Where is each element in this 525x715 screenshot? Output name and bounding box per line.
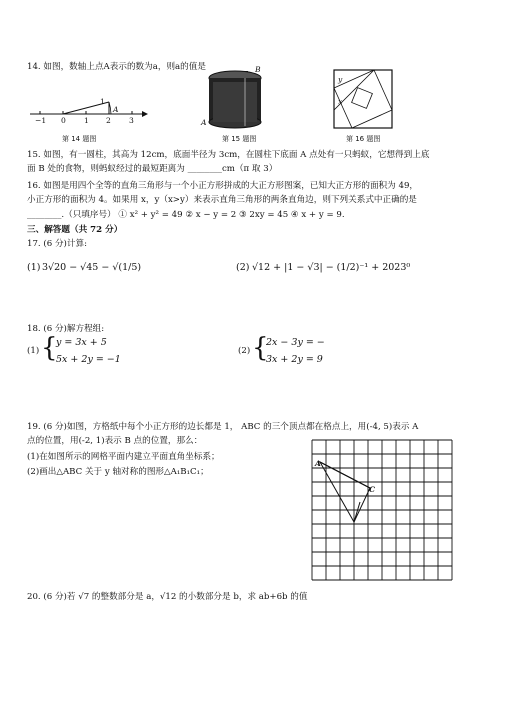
section-3-heading: 三、解答题（共 72 分） [27,225,123,235]
q16-square-figure [334,70,394,130]
q16-label-x: x [338,97,343,106]
q18-part1-brace: { [41,333,58,363]
q19-line2: 点的位置，用(-2, 1)表示 B 点的位置，那么： [27,436,203,446]
q17-part2-expr: √12 + |1 − √3| − (1/2)⁻¹ + 2023⁰ [252,262,411,273]
q16-label-y: y [338,75,343,84]
q14-point-a: A [113,105,119,114]
q18-part2-eq2: 3x + 2y = 9 [266,354,323,365]
q15-label-b: B [255,65,261,74]
q15-cylinder [205,68,265,130]
q17-part1-label: (1) [27,262,41,273]
q19-grid [312,440,462,590]
q15-caption: 第 15 题图 [222,135,257,143]
q18-part1-label: (1) [27,346,40,356]
q14-tick-0: 0 [61,116,66,125]
q18-title: 18. (6 分)解方程组: [27,324,105,334]
q19-point-c: C [369,485,376,494]
q16-line2: 小正方形的面积为 4。如果用 x，y（x>y）来表示直角三角形的两条直角边，则下列关系式中正确的是 [27,195,417,205]
q18-part1-eq1: y = 3x + 5 [56,337,107,348]
q18-part1-eq2: 5x + 2y = −1 [56,354,121,365]
q14-unit-label: 1 [100,97,105,106]
q14-tick-2: 2 [106,116,111,125]
q14-tick-3: 3 [129,116,134,125]
q19-line3: (1)在如图所示的网格平面内建立平面直角坐标系； [27,452,220,462]
q20-text: 20. (6 分)若 √7 的整数部分是 a，√12 的小数部分是 b，求 ab+6b 的值 [27,592,308,602]
q18-part2-eq1: 2x − 3y = − [266,337,325,348]
q19-line1: 19. (6 分)如图，方格纸中每个小正方形的边长都是 1， ABC 的三个顶点都在格点上，用(-4, 5)表示 A [27,422,419,432]
q18-part2-brace: { [252,333,269,363]
q15-label-a: A [201,118,207,127]
q14-text: 14. 如图，数轴上点A表示的数为a，则a的值是 [27,62,206,72]
q16-line3: ________.（只填序号） ① x² + y² = 49 ② x − y = 2 ③ 2xy = 45 ④ x + y = 9. [27,210,345,220]
q17-title: 17. (6 分)计算: [27,239,87,249]
q15-line2: 面 B 处的食物，则蚂蚁经过的最短距离为 ________cm（π 取 3） [27,164,278,174]
q17-part1-expr: 3√20 − √45 − √(1/5) [42,262,142,273]
q16-line1: 16. 如图是用四个全等的直角三角形与一个小正方形拼成的大正方形图案，已知大正方形的面积为 49， [27,181,419,191]
q14-tick-minus1: −1 [35,116,47,125]
q14-caption: 第 14 题图 [62,135,97,143]
q17-part2-label: (2) [236,262,250,273]
q16-caption: 第 16 题图 [346,135,381,143]
q19-point-a: A [315,459,321,468]
q14-tick-1: 1 [84,116,89,125]
q19-line4: (2)画出△ABC 关于 y 轴对称的图形△A₁B₁C₁； [27,467,209,477]
q18-part2-label: (2) [238,346,251,356]
q15-line1: 15. 如图，有一圆柱，其高为 12cm，底面半径为 3cm，在圆柱下底面 A 点处有一只蚂蚁，它想得到上底 [27,150,430,160]
